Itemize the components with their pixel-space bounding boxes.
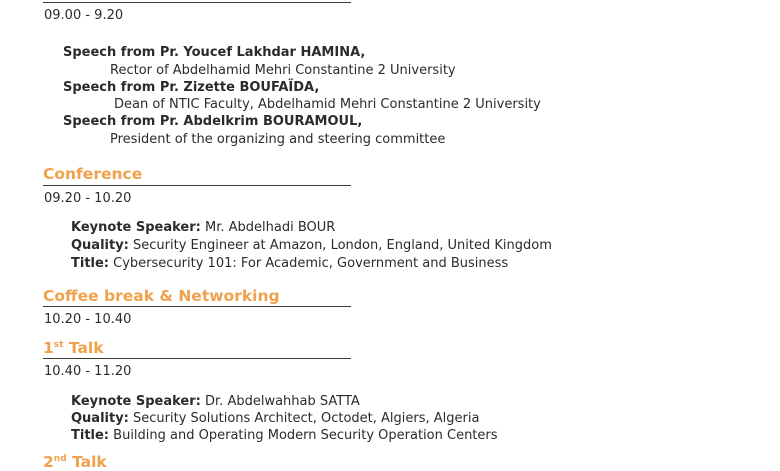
speaker-label: Keynote Speaker:: [71, 220, 201, 235]
conference-heading: Conference: [43, 165, 143, 183]
conference-title-row: [71, 256, 508, 271]
conference-speaker-row: [71, 220, 335, 235]
speech-3-detail: President of the organizing and steering committee: [110, 132, 446, 147]
title-label: Title:: [71, 428, 110, 443]
section-divider-coffee: [43, 306, 351, 307]
talk1-heading-sup: st: [53, 339, 64, 350]
talk2-heading-word: Talk: [72, 453, 107, 471]
conference-time: 09.20 - 10.20: [44, 191, 132, 206]
talk2-heading-sup: nd: [53, 453, 67, 464]
coffee-time: 10.20 - 10.40: [44, 312, 132, 327]
talk1-heading: [43, 339, 104, 357]
speaker-label: Keynote Speaker:: [71, 394, 201, 409]
speech-1-detail: Rector of Abdelhamid Mehri Constantine 2 University: [110, 63, 456, 78]
title-label: Title:: [71, 256, 110, 271]
talk2-heading-num: 2: [43, 453, 54, 471]
section-divider-conference: [43, 185, 351, 186]
talk1-time: 10.40 - 11.20: [44, 364, 132, 379]
speaker-value: Dr. Abdelwahhab SATTA: [205, 394, 360, 409]
speech-2-detail: Dean of NTIC Faculty, Abdelhamid Mehri Constantine 2 University: [114, 97, 541, 112]
speech-1-title: Speech from Pr. Youcef Lakhdar HAMINA,: [63, 45, 366, 60]
talk2-heading: [43, 453, 107, 471]
opening-time: 09.00 - 9.20: [44, 8, 124, 23]
quality-label: Quality:: [71, 238, 129, 253]
talk1-title-row: [71, 428, 498, 443]
quality-label: Quality:: [71, 411, 129, 426]
quality-value: Security Solutions Architect, Octodet, Algiers, Algeria: [133, 411, 480, 426]
title-value: Building and Operating Modern Security Operation Centers: [113, 428, 498, 443]
talk1-heading-word: Talk: [68, 339, 104, 357]
title-value: Cybersecurity 101: For Academic, Government and Business: [113, 256, 509, 271]
speech-3-title: Speech from Pr. Abdelkrim BOURAMOUL,: [63, 114, 363, 129]
section-divider-opening: [43, 2, 351, 3]
coffee-heading: Coffee break & Networking: [43, 287, 280, 305]
talk1-speaker-row: [71, 394, 360, 409]
talk1-heading-num: 1: [43, 339, 54, 357]
speech-2-title: Speech from Pr. Zizette BOUFAÏDA,: [63, 80, 320, 95]
speaker-value: Mr. Abdelhadi BOUR: [205, 220, 336, 235]
section-divider-talk1: [43, 358, 351, 359]
conference-quality-row: [71, 238, 552, 253]
talk1-quality-row: [71, 411, 479, 426]
quality-value: Security Engineer at Amazon, London, England, United Kingdom: [133, 238, 552, 253]
